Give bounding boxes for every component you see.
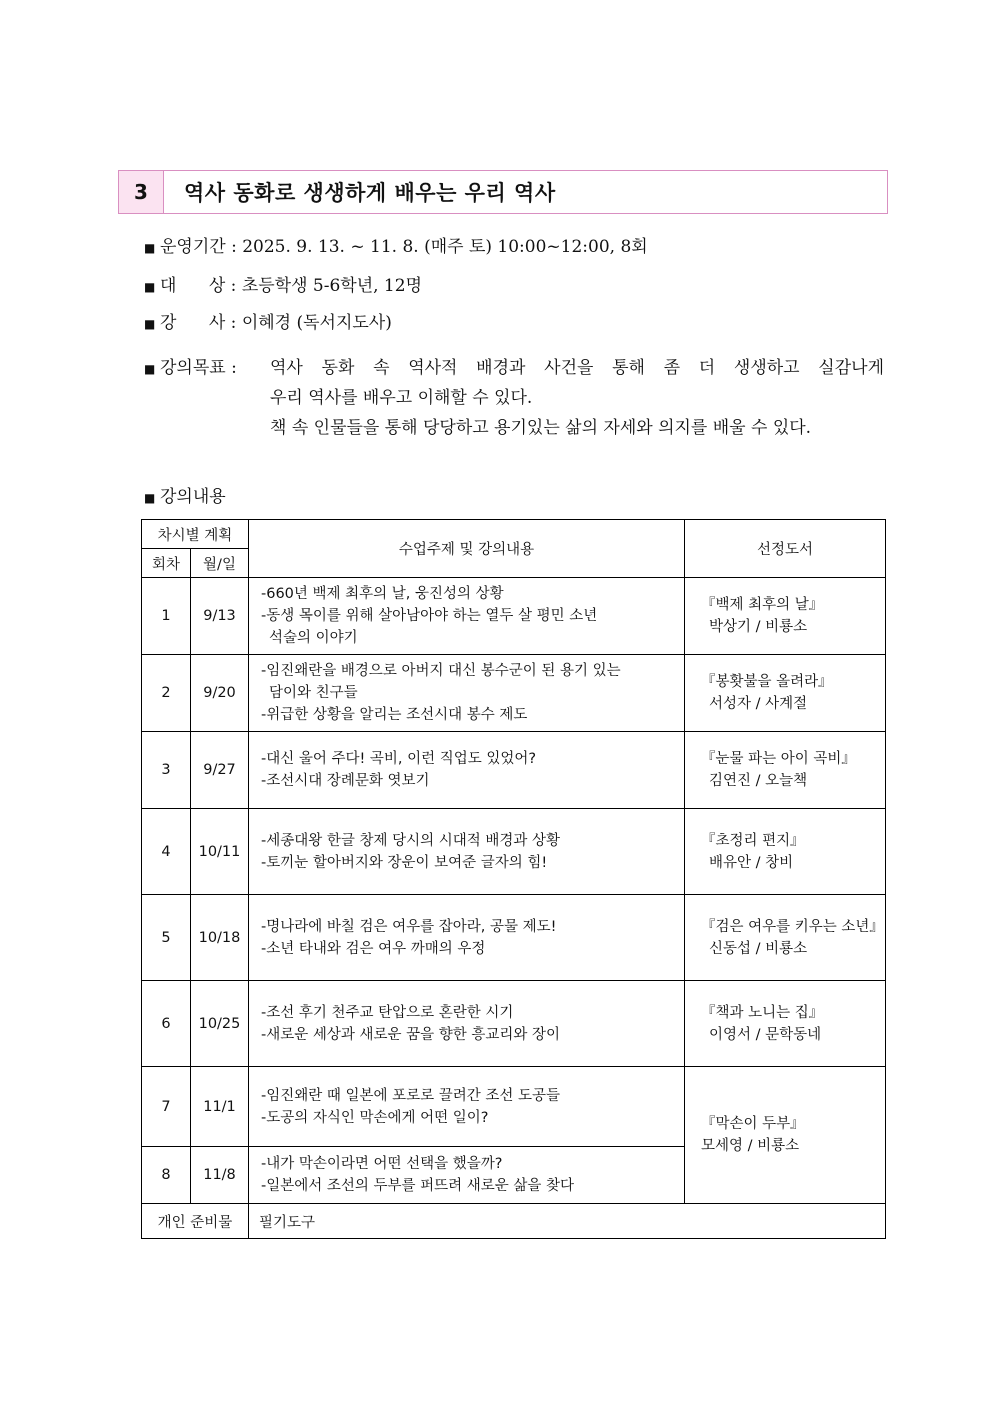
book-author: 박상기 / 비룡소 [709,619,808,635]
topic-line: -동생 목이를 위해 살아남아야 하는 열두 살 평민 소년 [261,608,598,624]
book-title: 『봉홧불을 올려라』 [701,674,833,690]
info-target [144,271,422,296]
square-bullet-icon: ■ [144,491,156,505]
topic-line: -명나라에 바칠 검은 여우를 잡아라, 공물 제도! [261,918,557,935]
instructor-label: 강 사 : [160,313,242,333]
header-session: 회차 [142,549,191,578]
section-title: 역사 동화로 생생하게 배우는 우리 역사 [184,181,556,205]
info-period [144,232,648,257]
session-topic [249,981,685,1067]
topic-line: 석술의 이야기 [269,630,358,646]
session-topic [249,1067,685,1147]
topic-line: -일본에서 조선의 두부를 퍼뜨려 새로운 삶을 찾다 [261,1178,575,1194]
book-title: 『막손이 두부』 [701,1116,805,1132]
session-date: 9/27 [191,732,249,809]
session-topic [249,895,685,981]
instructor-value: 이혜경 (독서지도사) [241,313,392,333]
goal-label: 강의목표 : [160,358,237,378]
session-number: 5 [142,895,191,981]
topic-line: -토끼눈 할아버지와 장운이 보여준 글자의 힘! [261,854,548,871]
book-title: 『검은 여우를 키우는 소년』 [701,918,884,935]
book-author: 모세영 / 비룡소 [701,1138,800,1154]
book-author: 서성자 / 사계절 [709,696,808,712]
session-book [685,578,886,655]
session-number: 4 [142,809,191,895]
square-bullet-icon: ■ [144,317,156,331]
table-row [142,895,886,981]
section-header [118,170,888,214]
goal-line: 우리 역사를 배우고 이해할 수 있다. [270,388,533,408]
session-date: 10/18 [191,895,249,981]
shared-book [685,1067,886,1204]
session-topic [249,1147,685,1204]
session-topic [249,655,685,732]
section-label-text: 강의내용 [160,487,226,507]
session-book [685,895,886,981]
book-title: 『백제 최후의 날』 [701,597,824,613]
session-book [685,809,886,895]
section-number: 3 [119,171,164,213]
session-book [685,981,886,1067]
topic-line: -대신 울어 주다! 곡비, 이런 직업도 있었어? [261,751,537,767]
supplies-row [142,1204,886,1239]
session-number: 3 [142,732,191,809]
session-number: 6 [142,981,191,1067]
book-title: 『책과 노니는 집』 [701,1004,824,1021]
topic-line: -조선시대 장례문화 엿보기 [261,773,430,789]
book-title: 『눈물 파는 아이 곡비』 [701,751,856,767]
topic-line: -위급한 상황을 알리는 조선시대 봉수 제도 [261,707,528,723]
header-content: 수업주제 및 강의내용 [249,520,685,578]
table-row [142,655,886,732]
section-label [144,482,226,507]
target-value: 초등학생 5-6학년, 12명 [241,276,422,296]
header-plan: 차시별 계획 [142,520,249,549]
header-date: 월/일 [191,549,249,578]
session-topic [249,732,685,809]
session-number: 7 [142,1067,191,1147]
square-bullet-icon: ■ [144,280,156,294]
session-book [685,655,886,732]
book-author: 신동섭 / 비룡소 [709,940,808,957]
session-number: 1 [142,578,191,655]
session-date: 10/25 [191,981,249,1067]
square-bullet-icon: ■ [144,362,156,376]
session-number: 2 [142,655,191,732]
square-bullet-icon: ■ [144,241,156,255]
table-row [142,578,886,655]
table-row [142,732,886,809]
session-book [685,732,886,809]
table-row [142,809,886,895]
period-value: 2025. 9. 13. ~ 11. 8. (매주 토) 10:00~12:00, 8회 [242,237,648,257]
topic-line: -660년 백제 최후의 날, 웅진성의 상황 [261,586,504,602]
session-date: 10/11 [191,809,249,895]
goal-line: 책 속 인물들을 통해 당당하고 용기있는 삶의 자세와 의지를 배울 수 있다. [270,418,812,438]
session-date: 11/8 [191,1147,249,1204]
session-date: 9/13 [191,578,249,655]
topic-line: -새로운 세상과 새로운 꿈을 향한 흥교리와 장이 [261,1026,561,1043]
session-number: 8 [142,1147,191,1204]
target-label: 대 상 : [160,276,242,296]
goal-line: 역사 동화 속 역사적 배경과 사건을 통해 좀 더 생생하고 실감나게 [270,358,884,378]
book-author: 이영서 / 문학동네 [709,1026,822,1043]
topic-line: -소년 타내와 검은 여우 까매의 우정 [261,940,486,957]
book-author: 김연진 / 오늘책 [709,773,808,789]
book-author: 배유안 / 창비 [709,854,794,871]
lecture-plan-table [141,519,886,1239]
supplies-value: 필기도구 [249,1204,886,1239]
book-title: 『초정리 편지』 [701,832,805,849]
supplies-label: 개인 준비물 [142,1204,249,1239]
table-row [142,1067,886,1147]
session-date: 11/1 [191,1067,249,1147]
session-topic [249,809,685,895]
header-books: 선정도서 [685,520,886,578]
topic-line: -조선 후기 천주교 탄압으로 혼란한 시기 [261,1004,514,1021]
info-instructor [144,308,392,333]
topic-line: -도공의 자식인 막손에게 어떤 일이? [261,1109,489,1126]
topic-line: 담이와 친구들 [269,685,358,701]
topic-line: -임진왜란을 배경으로 아버지 대신 봉수군이 된 용기 있는 [261,663,621,679]
session-topic [249,578,685,655]
period-label: 운영기간 : [160,237,243,257]
session-date: 9/20 [191,655,249,732]
topic-line: -세종대왕 한글 창제 당시의 시대적 배경과 상황 [261,832,561,849]
topic-line: -임진왜란 때 일본에 포로로 끌려간 조선 도공들 [261,1087,561,1104]
topic-line: -내가 막손이라면 어떤 선택을 했을까? [261,1156,503,1172]
table-row [142,981,886,1067]
